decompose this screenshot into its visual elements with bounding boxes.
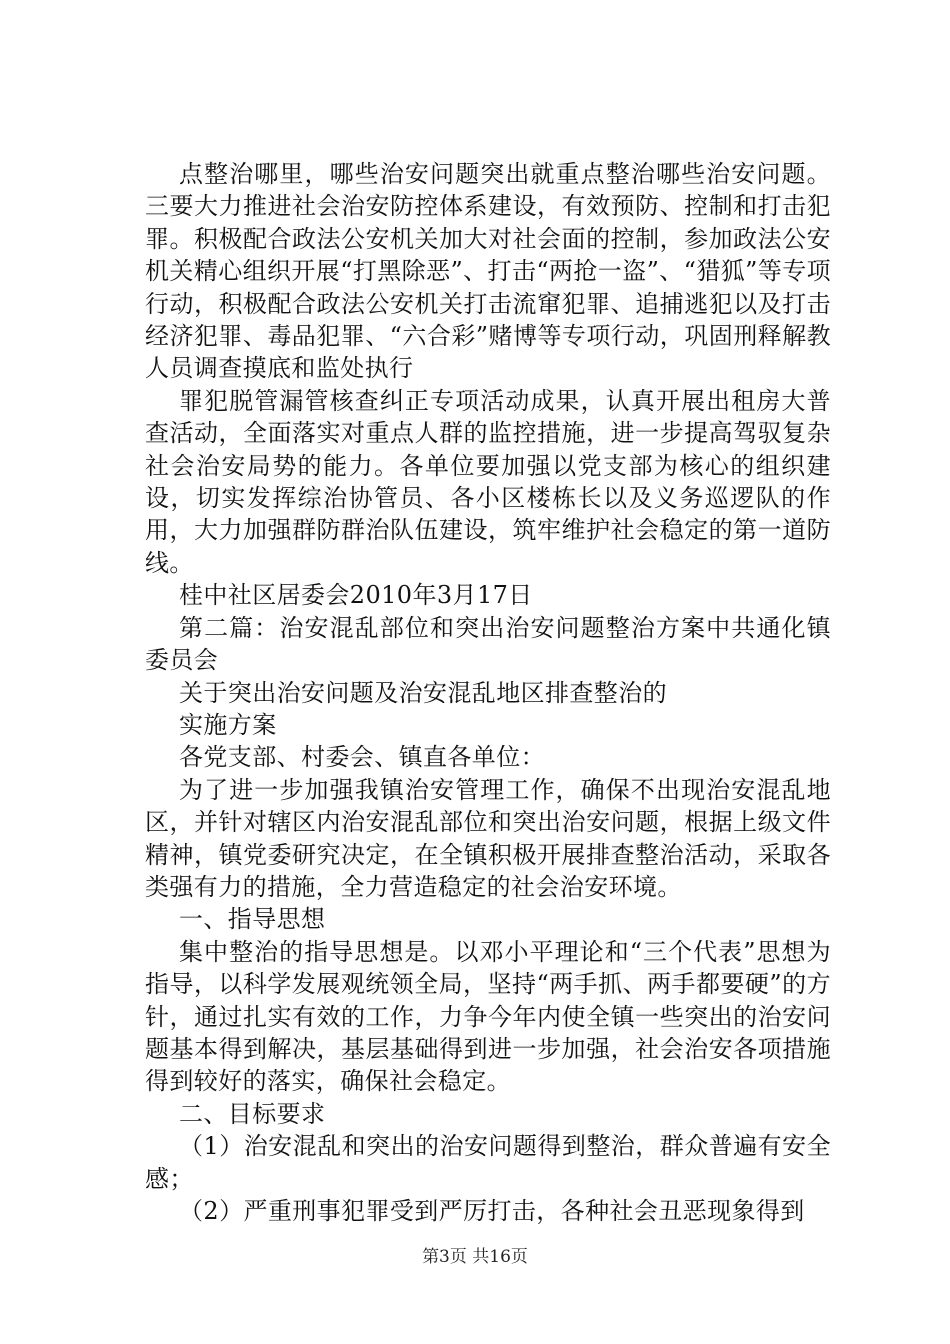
paragraph: 关于突出治安问题及治安混乱地区排查整治的 — [179, 678, 667, 707]
page-footer: 第3页 共16页 — [422, 1247, 528, 1267]
paragraph: 点整治哪里，哪些治安问题突出就重点整治哪些治安问题。三要大力推进社会治安防控体系建设，有效预防、控制和打击犯罪。积极配合政法公安机关加大对社会面的控制，参加政法公安机关精心组织开展“打黑除恶”、打击“两抢一盗”、“猎狐”等专项行动，积极配合政法公安机关打击流窜犯罪、追捕逃犯以及打击经济犯罪、毒品犯罪、“六合彩”赌博等专项行动，巩固刑释解教人员调查摸底和监处执行 — [145, 160, 832, 383]
document-body — [145, 158, 831, 1227]
paragraph: 实施方案 — [179, 710, 277, 739]
paragraph: 桂中社区居委会2010年3月17日 — [179, 581, 533, 610]
paragraph: （1）治安混乱和突出的治安问题得到整治，群众普遍有安全感； — [145, 1132, 831, 1193]
paragraph: 为了进一步加强我镇治安管理工作，确保不出现治安混乱地区，并针对辖区内治安混乱部位和突出治安问题，根据上级文件精神，镇党委研究决定，在全镇积极开展排查整治活动，采取各类强有力的措施，全力营造稳定的社会治安环境。 — [145, 775, 831, 901]
paragraph: 二、目标要求 — [179, 1099, 326, 1128]
paragraph: 一、指导思想 — [179, 905, 326, 934]
paragraph: 集中整治的指导思想是。以邓小平理论和“三个代表”思想为指导，以科学发展观统领全局，坚持“两手抓、两手都要硬”的方针，通过扎实有效的工作，力争今年内使全镇一些突出的治安问题基本得到解决，基层基础得到进一步加强，社会治安各项措施得到较好的落实，确保社会稳定。 — [145, 937, 831, 1096]
paragraph: 罪犯脱管漏管核查纠正专项活动成果，认真开展出租房大普查活动，全面落实对重点人群的监控措施，进一步提高驾驭复杂社会治安局势的能力。各单位要加强以党支部为核心的组织建设，切实发挥综治协管员、各小区楼栋长以及义务巡逻队的作用，大力加强群防群治队伍建设，筑牢维护社会稳定的第一道防线。 — [145, 386, 831, 577]
paragraph: 第二篇：治安混乱部位和突出治安问题整治方案中共通化镇委员会 — [145, 613, 831, 675]
paragraph: 各党支部、村委会、镇直各单位： — [179, 743, 545, 772]
paragraph: （2）严重刑事犯罪受到严厉打击，各种社会丑恶现象得到 — [179, 1197, 805, 1225]
